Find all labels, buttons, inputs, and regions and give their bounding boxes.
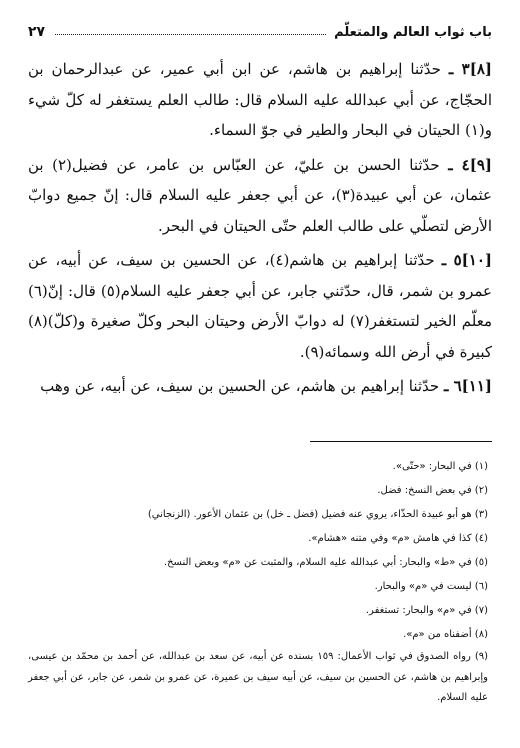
footnote: (٩) رواه الصدوق في ثواب الأعمال: ١٥٩ بسنده عن أبيه، عن سعد بن عبدالله، عن أحمد بن محمّد بن عيسى، وإبراهيم بن هاشم، عن الحسين بن سيف، عن أبيه سيف بن عميرة، عن عمرو بن شمر، عن جابر، عن أبي جعفر عليه السلام. [28,651,488,703]
hadith-paragraph [28,150,492,242]
hadith-text: حدّثنا إبراهيم بن هاشم(٤)، عن الحسين بن سيف، عن أبيه، عن عمرو بن شمر، قال، حدّثني جابر، عن أبي جعفر عليه السلام(٥) قال: إنّ(٦) معلّم الخير لتستغفر(٧) له دوابّ الأرض وحيتان البحر وكلّ صغيرة و(كلّ)(٨) كبيرة في أرض الله وسمائه(٩). [28,251,492,361]
hadith-number: [١٠]٥ ـ [441,251,493,269]
hadith-number: [١١]٦ ـ [443,377,492,395]
hadith-number: [٩]٤ ـ [448,155,492,174]
main-text [28,54,492,406]
footnotes [28,455,488,709]
hadith-number: [٨]٣ ـ [448,60,492,78]
footnote: (٣) هو أبو عبيدة الحذّاء، يروي عنه فضيل (فضل ـ خل) بن عثمان الأعور. (الزنجاني) [147,509,488,520]
header-dotted-leader [55,34,326,35]
hadith-text: حدّثنا الحسن بن عليّ، عن العبّاس بن عامر، عن فضيل(٢) بن عثمان، عن أبي عبيدة(٣)، عن أبي جعفر عليه السلام قال: إنّ جميع دوابّ الأرض لتصلّي على طالب العلم حتّى الحيتان في البحر. [28,155,493,235]
hadith-text: حدّثنا إبراهيم بن هاشم، عن ابن أبي عمير، عن عبدالرحمان بن الحجّاج، عن أبي عبدالله عليه السلام قال: طالب العلم يستغفر له كلّ شيء و(١) الحيتان في البحار والطير في جوّ السماء. [28,60,492,139]
footnote: (١) في البحار: «حتّى». [392,461,488,472]
hadith-paragraph [28,54,492,146]
hadith-paragraph [28,245,492,367]
footnote: (٢) في بعض النسخ: فضل. [377,485,488,496]
hadith-text: حدّثنا إبراهيم بن هاشم، عن الحسين بن سيف، عن أبيه، عن وهب [40,377,440,395]
hadith-paragraph [28,371,492,402]
footnote: (٥) في «ط» والبحار: أبي عبدالله عليه السلام، والمثبت عن «م» وبعض النسخ. [163,557,488,568]
page-number: ٢٧ [28,24,46,40]
footnote-separator [310,441,492,442]
footnote: (٨) أضفناه من «م». [403,629,488,640]
footnote: (٦) ليست في «م» والبحار. [374,581,488,592]
footnote: (٤) كذا في هامش «م» وفي متنه «هشام». [308,533,488,544]
page-header [28,14,492,40]
footnote: (٧) في «م» والبحار: تستغفر. [365,605,488,616]
chapter-title: باب ثواب العالم والمتعلّم [334,25,492,40]
